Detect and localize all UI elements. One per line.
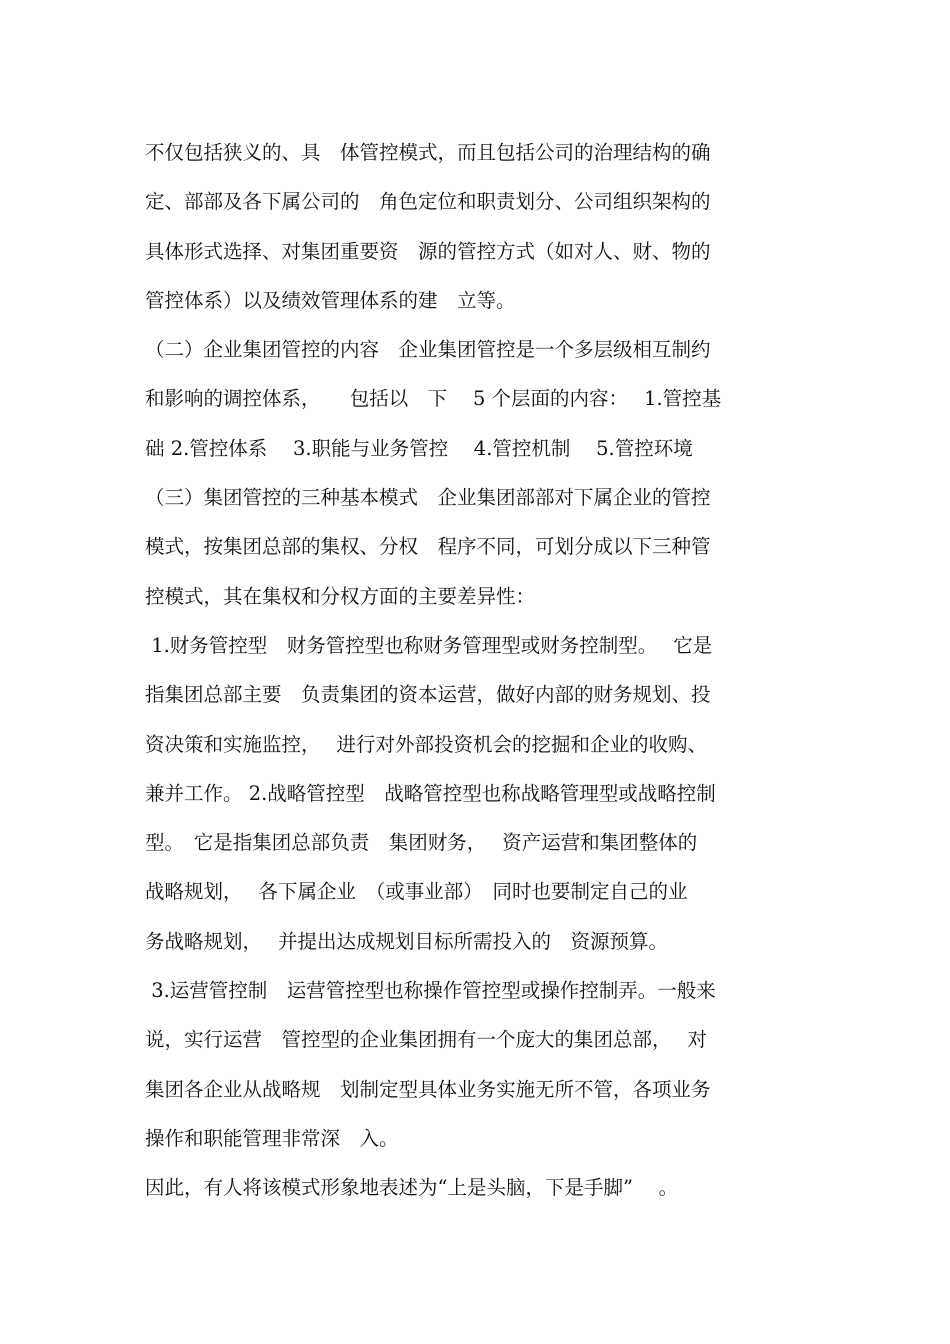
line-text: 具体形式选择、对集团重要资 源的管控方式（如对人、财、物的 [145, 239, 711, 263]
text-line [0, 1163, 950, 1212]
text-line [0, 917, 950, 966]
text-line [0, 1015, 950, 1064]
text-line [0, 572, 950, 621]
line-text: 和影响的调控体系， 包括以 下 5 个层面的内容： 1.管控基 [145, 387, 722, 411]
text-line [0, 522, 950, 571]
text-line [0, 325, 950, 374]
text-line [0, 720, 950, 769]
text-line [0, 424, 950, 473]
line-text: 操作和职能管理非常深 入。 [145, 1126, 399, 1150]
text-line [0, 1114, 950, 1163]
line-text: 不仅包括狭义的、具 体管控模式，而且包括公司的治理结构的确 [145, 141, 711, 164]
line-text: 集团各企业从战略规 划制定型具体业务实施无所不管，各项业务 [145, 1077, 711, 1101]
line-text: 控模式，其在集权和分权方面的主要差异性： [145, 584, 536, 608]
line-text: （三）集团管控的三种基本模式 企业集团部部对下属企业的管控 [145, 486, 711, 510]
text-line [0, 818, 950, 867]
line-text: 3.运营管控制 运营管控型也称操作管控型或操作控制弄。一般来 [145, 979, 716, 1003]
text-line [0, 769, 950, 818]
line-text: 战略规划， 各下属企业 （或事业部） 同时也要制定自己的业 [145, 880, 688, 904]
line-text: （二）企业集团管控的内容 企业集团管控是一个多层级相互制约 [145, 338, 711, 362]
line-text: 1.财务管控型 财务管控型也称财务管理型或财务控制型。 它是 [145, 633, 713, 657]
text-line [0, 227, 950, 276]
line-text: 础 2.管控体系 3.职能与业务管控 4.管控机制 5.管控环境 [145, 436, 693, 460]
line-text: 型。 它是指集团总部负责 集团财务， 资产运营和集团整体的 [145, 831, 698, 855]
line-text: 模式，按集团总部的集权、分权 程序不同，可划分成以下三种管 [145, 535, 711, 559]
line-text: 说，实行运营 管控型的企业集团拥有一个庞大的集团总部， 对 [145, 1028, 707, 1052]
text-line [0, 966, 950, 1015]
line-text: 管控体系）以及绩效管理体系的建 立等。 [145, 288, 516, 312]
text-line [0, 177, 950, 226]
text-line [0, 621, 950, 670]
text-line [0, 670, 950, 719]
line-text: 资决策和实施监控， 进行对外部投资机会的挖掘和企业的收购、 [145, 732, 707, 756]
line-text: 定、部部及各下属公司的 角色定位和职责划分、公司组织架构的 [145, 190, 711, 214]
text-line [0, 128, 950, 177]
line-text: 务战略规划， 并提出达成规划目标所需投入的 资源预算。 [145, 929, 668, 953]
text-line [0, 473, 950, 522]
text-line [0, 1065, 950, 1114]
text-line [0, 276, 950, 325]
line-text: 兼并工作。 2.战略管控型 战略管控型也称战略管理型或战略控制 [145, 781, 716, 805]
line-text: 因此，有人将该模式形象地表述为“上是头脑，下是手脚” 。 [145, 1176, 679, 1200]
text-line [0, 374, 950, 423]
body-text [0, 128, 950, 1213]
text-line [0, 867, 950, 916]
line-text: 指集团总部主要 负责集团的资本运营，做好内部的财务规划、投 [145, 683, 711, 707]
